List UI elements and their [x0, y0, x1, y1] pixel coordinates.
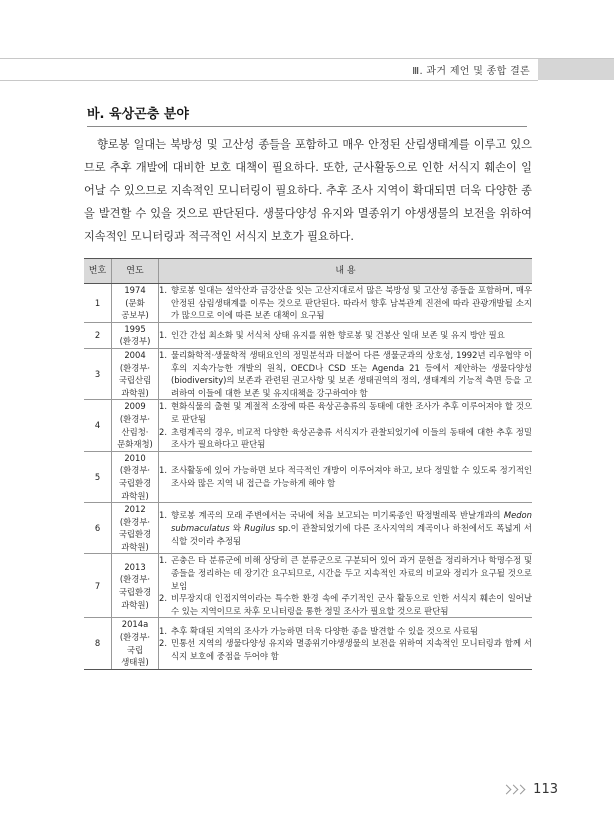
- content-item: [159, 329, 532, 342]
- recommendations-table: [84, 258, 532, 670]
- item-number: 2.: [159, 426, 167, 437]
- year-line: 2014a: [121, 619, 149, 630]
- content-item: [159, 625, 532, 638]
- table-row: [84, 618, 532, 669]
- content-item: [159, 637, 532, 662]
- row-content: [159, 451, 533, 502]
- table-row: [84, 503, 532, 554]
- chapter-title: Ⅲ. 과거 제언 및 종합 결론: [412, 66, 530, 77]
- year-line: (환경부·: [119, 516, 151, 527]
- item-text: 인간 간섭 최소화 및 서식처 상태 유지를 위한 향로봉 및 건봉산 일대 보존 및 유지 방안 필요: [171, 330, 505, 341]
- table-row: [84, 284, 532, 323]
- row-content: [159, 348, 533, 399]
- year-line: 1995: [124, 323, 146, 334]
- row-year: [112, 400, 159, 451]
- item-number: 1.: [159, 285, 167, 295]
- row-year: [112, 284, 159, 323]
- year-line: 산림청·: [121, 426, 149, 437]
- row-year: [112, 554, 159, 618]
- table-header-row: [84, 259, 532, 284]
- item-number: 1.: [159, 510, 167, 521]
- item-number: 1.: [159, 465, 167, 476]
- row-number: 3: [84, 348, 112, 399]
- content-item: [159, 509, 532, 547]
- table-row: [84, 554, 532, 618]
- header-content: 내 용: [159, 259, 533, 284]
- year-line: 공보부): [121, 310, 149, 321]
- item-text: 현화식물의 출현 및 계절적 소장에 따른 육상곤충류의 동태에 대한 조사가 추후 이루어져야 할 것으로 판단됨: [171, 401, 532, 424]
- table-row: [84, 322, 532, 348]
- row-content: [159, 322, 533, 348]
- row-content: [159, 400, 533, 451]
- row-number: 7: [84, 554, 112, 618]
- row-content: [159, 284, 533, 323]
- page-number: 113: [533, 782, 558, 797]
- content-item: [159, 426, 532, 451]
- table-row: [84, 400, 532, 451]
- item-number: 1.: [159, 330, 167, 341]
- year-line: 2012: [124, 504, 146, 515]
- row-number: 4: [84, 400, 112, 451]
- header-no: 번호: [84, 259, 112, 284]
- item-text: 향로봉 일대는 설악산과 금강산을 잇는 고산지대로서 많은 북방성 및 고산성 종들을 포함하며, 매우 안정된 삼림생태계를 이루는 것으로 판단된다. 따라서 향후 남북관계 진전에 따라 관광개발될 소지가 많으므로 이에 따른 보존 대책이 요구됨: [171, 285, 532, 321]
- year-line: 과학원): [121, 541, 149, 552]
- row-year: [112, 348, 159, 399]
- content-item: [159, 554, 532, 592]
- item-text: 초령계곡의 경우, 비교적 다양한 육상곤충류 서식지가 관찰되었기에 이들의 동태에 대한 추후 정밀조사가 필요하다고 판단됨: [171, 426, 532, 450]
- year-line: 1974: [124, 285, 146, 295]
- triple-chevron-right-icon: [503, 784, 527, 796]
- year-line: 국립환경: [118, 586, 152, 597]
- year-line: (환경부·: [119, 413, 151, 424]
- year-line: 생태원): [121, 657, 149, 668]
- year-line: 과학원): [121, 387, 149, 398]
- year-line: (문화: [125, 297, 145, 308]
- year-line: 국립: [126, 644, 144, 655]
- item-text: 물리화학적·생물학적 생태요인의 정밀분석과 더불어 다른 생물군과의 상호성, 1992년 리우협약 이후의 지속가능한 개발의 원칙, OECD나 CSD 또는 Agenda 21 등에서 제안하는 생물다양성(biodiversity)의 보존과 관련된 권고사항 및 보존 생태권역의 정의, 생태계의 기능적 측면 등을 고려하여 이들에 대한 보존 및 유지대책을 강구하여야 함: [171, 349, 532, 398]
- item-number: 1.: [159, 625, 167, 636]
- table-body: [84, 284, 532, 670]
- year-line: 국립환경: [118, 529, 152, 540]
- item-number: 2.: [159, 638, 167, 649]
- content-item: [159, 284, 532, 322]
- year-line: 국립환경: [118, 477, 152, 488]
- content-item: [159, 349, 532, 399]
- year-line: 2009: [124, 401, 146, 412]
- row-year: [112, 451, 159, 502]
- row-content: [159, 554, 533, 618]
- section-paragraph: 향로봉 일대는 북방성 및 고산성 종들을 포함하고 매우 안정된 산림생태계를 이루고 있으므로 추후 개발에 대비한 보호 대책이 필요하다. 또한, 군사활동으로 인한 서식지 훼손이 일어날 수 있으므로 지속적인 모니터링이 필요하다. 추후 조사 지역이 확대되면 더욱 다양한 종을 발견할 수 있을 것으로 판단된다. 생물다양성 유지와 멸종위기 야생생물의 보전을 위하여 지속적인 모니터링과 적극적인 서식지 보호가 필요하다.: [84, 138, 532, 243]
- year-line: (환경부·: [119, 632, 151, 643]
- item-number: 1.: [159, 349, 167, 360]
- year-line: (환경부·: [119, 362, 151, 373]
- year-line: 2010: [124, 452, 146, 463]
- section-title: 바. 육상곤충 분야: [87, 103, 527, 127]
- year-line: 2004: [124, 349, 146, 360]
- item-text: 향로봉 계곡의 모래 주변에서는 국내에 처음 보고되는 미기록종인 딱정벌레목 반날개과의 Medon submaculatus 와 Rugilus sp.이 관찰되었기에 다른 조사지역의 계곡이나 하천에서도 폭넓게 서식할 것이라 추정됨: [171, 510, 532, 546]
- year-line: (환경부·: [119, 574, 151, 585]
- year-line: 과학원): [121, 599, 149, 610]
- item-number: 1.: [159, 555, 167, 566]
- content-item: [159, 592, 532, 617]
- page-footer: [503, 782, 558, 797]
- row-year: [112, 618, 159, 669]
- item-number: 1.: [159, 401, 167, 412]
- year-line: 국립산림: [118, 375, 152, 386]
- table-row: [84, 348, 532, 399]
- item-text: 비무장지대 인접지역이라는 특수한 환경 속에 주기적인 군사 활동으로 인한 서식지 훼손이 일어날 수 있는 지역이므로 차후 모니터링을 통한 정밀 조사가 필요할 것으로 판단됨: [171, 593, 532, 616]
- row-number: 5: [84, 451, 112, 502]
- row-number: 8: [84, 618, 112, 669]
- item-text: 추후 확대된 지역의 조사가 가능하면 더욱 다양한 종을 발견할 수 있을 것으로 사료됨: [171, 625, 479, 636]
- row-number: 1: [84, 284, 112, 323]
- chapter-header: [0, 59, 614, 81]
- item-number: 2.: [159, 593, 167, 604]
- year-line: 과학원): [121, 490, 149, 501]
- content-item: [159, 400, 532, 425]
- row-number: 6: [84, 503, 112, 554]
- header-year: 연도: [112, 259, 159, 284]
- content-item: [159, 464, 532, 489]
- chapter-tab: [538, 59, 614, 80]
- table-row: [84, 451, 532, 502]
- row-content: [159, 503, 533, 554]
- header-bottom-rule: [0, 80, 538, 81]
- item-text: 민통선 지역의 생물다양성 유지와 멸종위기야생생물의 보전을 위하여 지속적인 모니터링과 함께 서식지 보호에 중점을 두어야 함: [171, 638, 532, 661]
- row-year: [112, 503, 159, 554]
- year-line: 2013: [124, 561, 146, 572]
- year-line: (환경부): [119, 336, 151, 347]
- row-number: 2: [84, 322, 112, 348]
- row-year: [112, 322, 159, 348]
- item-text: 조사활동에 있어 가능하면 보다 적극적인 개방이 이루어져야 하고, 보다 정밀할 수 있도록 정기적인 조사와 많은 지역 내 접근을 가능하게 해야 함: [171, 465, 532, 488]
- item-text: 곤충은 타 분류군에 비해 상당히 큰 분류군으로 구분되어 있어 과거 문헌을 정리하거나 학명수정 및 종들을 정리하는 데 장기간 요구되므로, 시간을 두고 지속적인 자료의 비교와 정리가 요구될 것으로 보임: [171, 555, 532, 591]
- year-line: (환경부·: [119, 465, 151, 476]
- row-content: [159, 618, 533, 669]
- year-line: 문화재청): [117, 439, 153, 450]
